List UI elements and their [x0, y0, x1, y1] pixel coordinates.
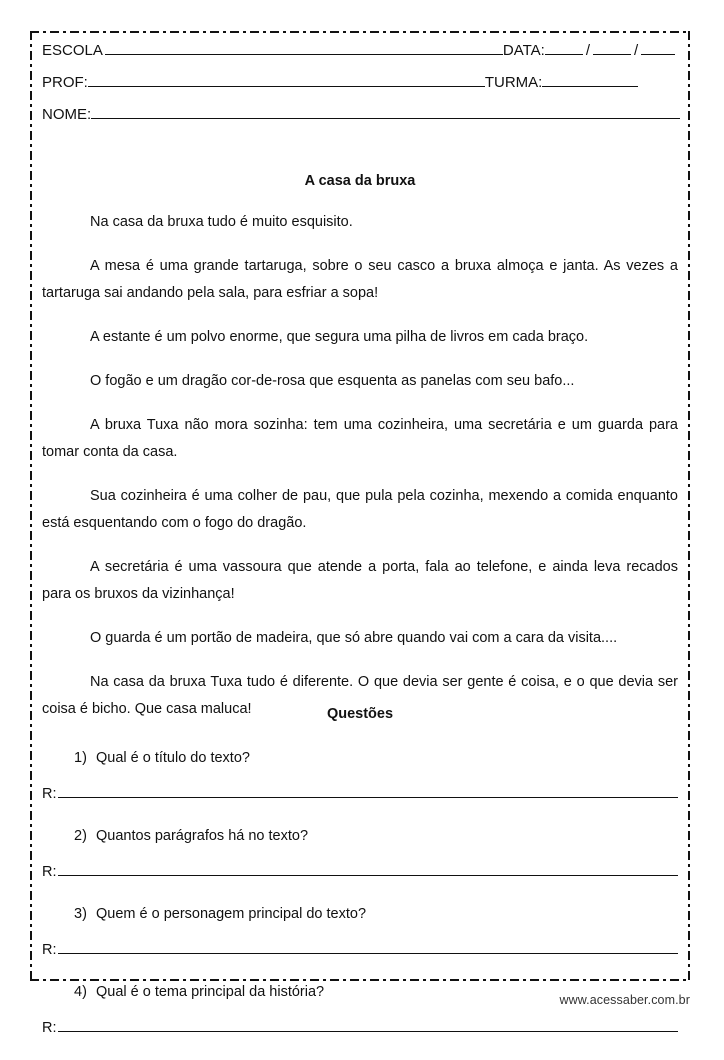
- question-block: [42, 982, 678, 1036]
- turma-input-line[interactable]: [542, 72, 638, 87]
- answer-input-line[interactable]: [58, 942, 679, 954]
- prof-label: PROF:: [42, 74, 88, 91]
- escola-label: ESCOLA: [42, 42, 103, 59]
- data-day-input-line[interactable]: [545, 40, 583, 55]
- date-separator-1: /: [585, 42, 590, 59]
- turma-label: TURMA:: [484, 74, 543, 91]
- answer-row: [42, 864, 678, 880]
- data-month-input-line[interactable]: [593, 40, 631, 55]
- answer-label: R:: [42, 942, 57, 958]
- question-label: Qual é o título do texto?: [96, 750, 250, 766]
- frame-top-border: [30, 31, 690, 33]
- story-paragraph: Sua cozinheira é uma colher de pau, que pula pela cozinha, mexendo a comida enquanto está esquentando com o fogo do dragão.: [42, 488, 678, 531]
- answer-input-line[interactable]: [58, 786, 679, 798]
- frame-left-border: [30, 31, 32, 981]
- question-block: [42, 826, 678, 880]
- prof-input-line[interactable]: [88, 72, 485, 87]
- data-year-input-line[interactable]: [641, 40, 675, 55]
- frame-right-border: [688, 31, 690, 981]
- answer-input-line[interactable]: [58, 1020, 679, 1032]
- nome-input-line[interactable]: [91, 104, 680, 119]
- question-number: 2): [74, 828, 87, 844]
- question-number: 3): [74, 906, 87, 922]
- questions-title: Questões: [326, 706, 394, 722]
- story-paragraph: Na casa da bruxa tudo é muito esquisito.: [90, 214, 353, 230]
- story-section: [42, 173, 678, 740]
- answer-row: [42, 786, 678, 802]
- story-paragraph: O guarda é um portão de madeira, que só abre quando vai com a cara da visita....: [90, 630, 618, 646]
- story-paragraph: A bruxa Tuxa não mora sozinha: tem uma cozinheira, uma secretária e um guarda para tomar conta da casa.: [42, 417, 678, 460]
- student-info-header: [42, 40, 680, 136]
- date-separator-2: /: [633, 42, 639, 59]
- escola-input-line[interactable]: [105, 40, 503, 55]
- question-label: Quantos parágrafos há no texto?: [96, 828, 309, 844]
- story-paragraph: A estante é um polvo enorme, que segura uma pilha de livros em cada braço.: [90, 329, 589, 345]
- footer-website: www.acessaber.com.br: [559, 993, 690, 1007]
- story-paragraph: A mesa é uma grande tartaruga, sobre o seu casco a bruxa almoça e janta. As vezes a tartaruga sai andando pela sala, para esfriar a sopa!: [42, 258, 678, 301]
- question-block: [42, 904, 678, 958]
- question-block: [42, 748, 678, 802]
- header-row-nome: [42, 104, 680, 123]
- question-number: 1): [74, 750, 87, 766]
- question-text: [42, 748, 678, 768]
- answer-label: R:: [42, 786, 57, 802]
- answer-row: [42, 942, 678, 958]
- story-paragraph: Na casa da bruxa Tuxa tudo é diferente. O que devia ser gente é coisa, e o que devia ser coisa é bicho. Que casa maluca!: [42, 674, 678, 717]
- question-number: 4): [74, 984, 87, 1000]
- question-label: Qual é o tema principal da história?: [96, 984, 325, 1000]
- question-label: Quem é o personagem principal do texto?: [96, 906, 367, 922]
- story-paragraph: O fogão e um dragão cor-de-rosa que esquenta as panelas com seu bafo...: [90, 373, 575, 389]
- header-row-prof-turma: [42, 72, 680, 91]
- story-title: A casa da bruxa: [304, 173, 416, 189]
- answer-label: R:: [42, 864, 57, 880]
- question-text: [42, 826, 678, 846]
- nome-label: NOME:: [42, 106, 92, 123]
- data-label: DATA:: [502, 42, 545, 59]
- question-text: [42, 904, 678, 924]
- answer-label: R:: [42, 1020, 57, 1036]
- header-row-escola-data: [42, 40, 680, 59]
- answer-row: [42, 1020, 678, 1036]
- story-paragraph: A secretária é uma vassoura que atende a porta, fala ao telefone, e ainda leva recados para os bruxos da vizinhança!: [42, 559, 678, 602]
- answer-input-line[interactable]: [58, 864, 679, 876]
